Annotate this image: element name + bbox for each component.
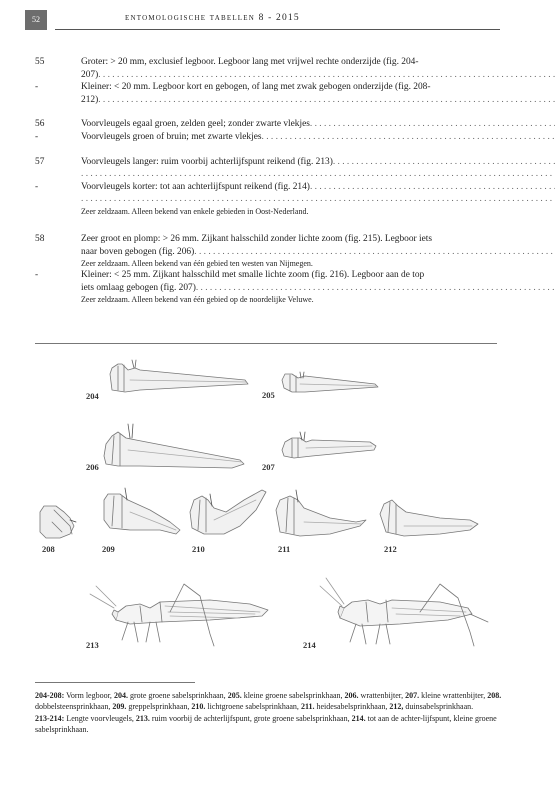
figure-drawings	[0, 350, 555, 670]
couplet-text: iets omlaag gebogen (fig. 207)	[81, 282, 196, 293]
figure-label: 210	[192, 544, 205, 554]
couplet-number: 57	[35, 156, 45, 167]
couplet-text: Voorvleugels langer: ruim voorbij achterlijfspunt reikend (fig. 213)	[81, 156, 333, 167]
couplet-number: 58	[35, 233, 45, 244]
couplet-58a	[35, 233, 495, 269]
figure-210-ovipositor	[190, 490, 266, 534]
couplet-text: naar boven gebogen (fig. 206)	[81, 246, 195, 257]
distribution-note: Zeer zeldzaam. Alleen bekend van één gebied ten westen van Nijmegen.	[81, 259, 313, 269]
figure-label: 205	[262, 390, 275, 400]
figure-caption	[35, 690, 505, 736]
couplet-text: Voorvleugels egaal groen, zelden geel; zonder zwarte vlekjes	[81, 119, 310, 130]
couplet-55b	[35, 81, 495, 106]
figure-205-ovipositor	[282, 372, 378, 392]
figure-209-ovipositor	[104, 488, 180, 534]
caption-item-text: greppelsprinkhaan,	[126, 702, 192, 712]
couplet-text: 207)	[81, 69, 99, 80]
couplet-56b	[35, 131, 495, 144]
figure-plate	[0, 350, 555, 670]
caption-item-text: lichtgroene sabelsprinkhaan,	[205, 702, 301, 712]
couplet-57a	[35, 156, 495, 181]
figure-212-ovipositor	[380, 500, 478, 536]
caption-figure-number: 207.	[405, 691, 420, 700]
figure-211-ovipositor	[276, 490, 366, 536]
figure-label: 206	[86, 462, 99, 472]
figure-206-ovipositor	[104, 424, 244, 468]
caption-item-text: tot aan de achter-lijfspunt, kleine groene sabelsprinkhaan.	[35, 713, 497, 735]
caption-heading: 213-214:	[35, 713, 65, 723]
caption-heading: 204-208:	[35, 691, 65, 700]
figure-label: 212	[384, 544, 397, 554]
caption-figure-number: 205.	[227, 691, 242, 700]
figure-label: 208	[42, 544, 55, 554]
figure-label: 204	[86, 391, 99, 401]
couplet-number: -	[35, 131, 39, 142]
page-header	[0, 10, 555, 30]
figure-label: 207	[262, 462, 275, 472]
caption-item-text: wrattenbijter,	[358, 691, 406, 700]
figure-label: 213	[86, 640, 99, 650]
figure-label: 211	[278, 544, 291, 554]
figure-208-ovipositor	[40, 506, 76, 538]
caption-item-text: duinsabelsprinkhaan.	[403, 702, 474, 712]
figure-214-bush-cricket	[320, 578, 488, 646]
caption-204-208	[35, 690, 505, 713]
couplet-57b	[35, 181, 495, 217]
identification-key	[35, 56, 495, 305]
distribution-note: Zeer zeldzaam. Alleen bekend van één gebied op de noordelijke Veluwe.	[81, 295, 314, 305]
figure-label: 214	[303, 640, 316, 650]
caption-figure-number: 209.	[112, 702, 127, 712]
couplet-text: 212)	[81, 94, 99, 105]
caption-figure-number: 204.	[113, 691, 128, 700]
couplet-text: Voorvleugels korter: tot aan achterlijfspunt reikend (fig. 214)	[81, 181, 310, 192]
figure-204-ovipositor	[110, 360, 248, 392]
couplet-text: Kleiner: < 20 mm. Legboor kort en gebogen, of lang met zwak gebogen onderzijde (fig. 208-	[81, 82, 431, 93]
couplet-text: Voorvleugels groen of bruin; met zwarte vlekjes	[81, 131, 262, 142]
header-rule	[55, 29, 500, 30]
caption-item-text: grote groene sabelsprinkhaan,	[127, 691, 228, 700]
couplet-text: Kleiner: < 25 mm. Zijkant halsschild met smalle lichte zoom (fig. 216). Legboor aan de top	[81, 270, 425, 281]
caption-figure-number: 211.	[300, 702, 315, 712]
couplet-number: 55	[35, 57, 45, 67]
caption-text: Vorm legboor,	[64, 691, 114, 700]
running-title: entomologische tabellen 8 - 2015	[125, 13, 300, 23]
caption-figure-number: 212,	[389, 702, 404, 712]
couplet-58b	[35, 269, 495, 305]
couplet-text: Zeer groot en plomp: > 26 mm. Zijkant halsschild zonder lichte zoom (fig. 215). Legboor iets	[81, 233, 433, 244]
caption-figure-number: 206.	[344, 691, 359, 700]
caption-figure-number: 208.	[487, 691, 502, 700]
caption-figure-number: 213.	[135, 713, 150, 723]
caption-item-text: kleine groene sabelsprinkhaan,	[241, 691, 345, 700]
couplet-55a	[35, 56, 495, 81]
couplet-number: -	[35, 181, 39, 192]
caption-figure-number: 210.	[191, 702, 206, 712]
footnote-rule	[35, 682, 195, 683]
figure-label: 209	[102, 544, 115, 554]
caption-item-text: ruim voorbij de achterlijfspunt, grote groene sabelsprinkhaan,	[149, 713, 352, 723]
caption-item-text: kleine wrattenbijter,	[419, 691, 488, 700]
figure-207-ovipositor	[282, 432, 376, 458]
caption-item-text: heidesabelsprinkhaan,	[314, 702, 390, 712]
couplet-56a	[35, 118, 495, 131]
section-rule	[35, 343, 497, 344]
caption-213-214	[35, 713, 505, 736]
figure-213-bush-cricket	[90, 584, 268, 646]
couplet-number: 56	[35, 119, 45, 130]
caption-text: Lengte voorvleugels,	[64, 713, 136, 723]
distribution-note: Zeer zeldzaam. Alleen bekend van enkele gebieden in Oost-Nederland.	[81, 206, 309, 216]
caption-item-text: dobbelsteensprinkhaan,	[35, 702, 113, 712]
caption-figure-number: 214.	[351, 713, 366, 723]
couplet-number: -	[35, 270, 39, 281]
couplet-number: -	[35, 82, 39, 93]
couplet-text: Groter: > 20 mm, exclusief legboor. Legboor lang met vrijwel rechte onderzijde (fig. 204-	[81, 57, 419, 67]
page-number: 52	[25, 10, 47, 30]
